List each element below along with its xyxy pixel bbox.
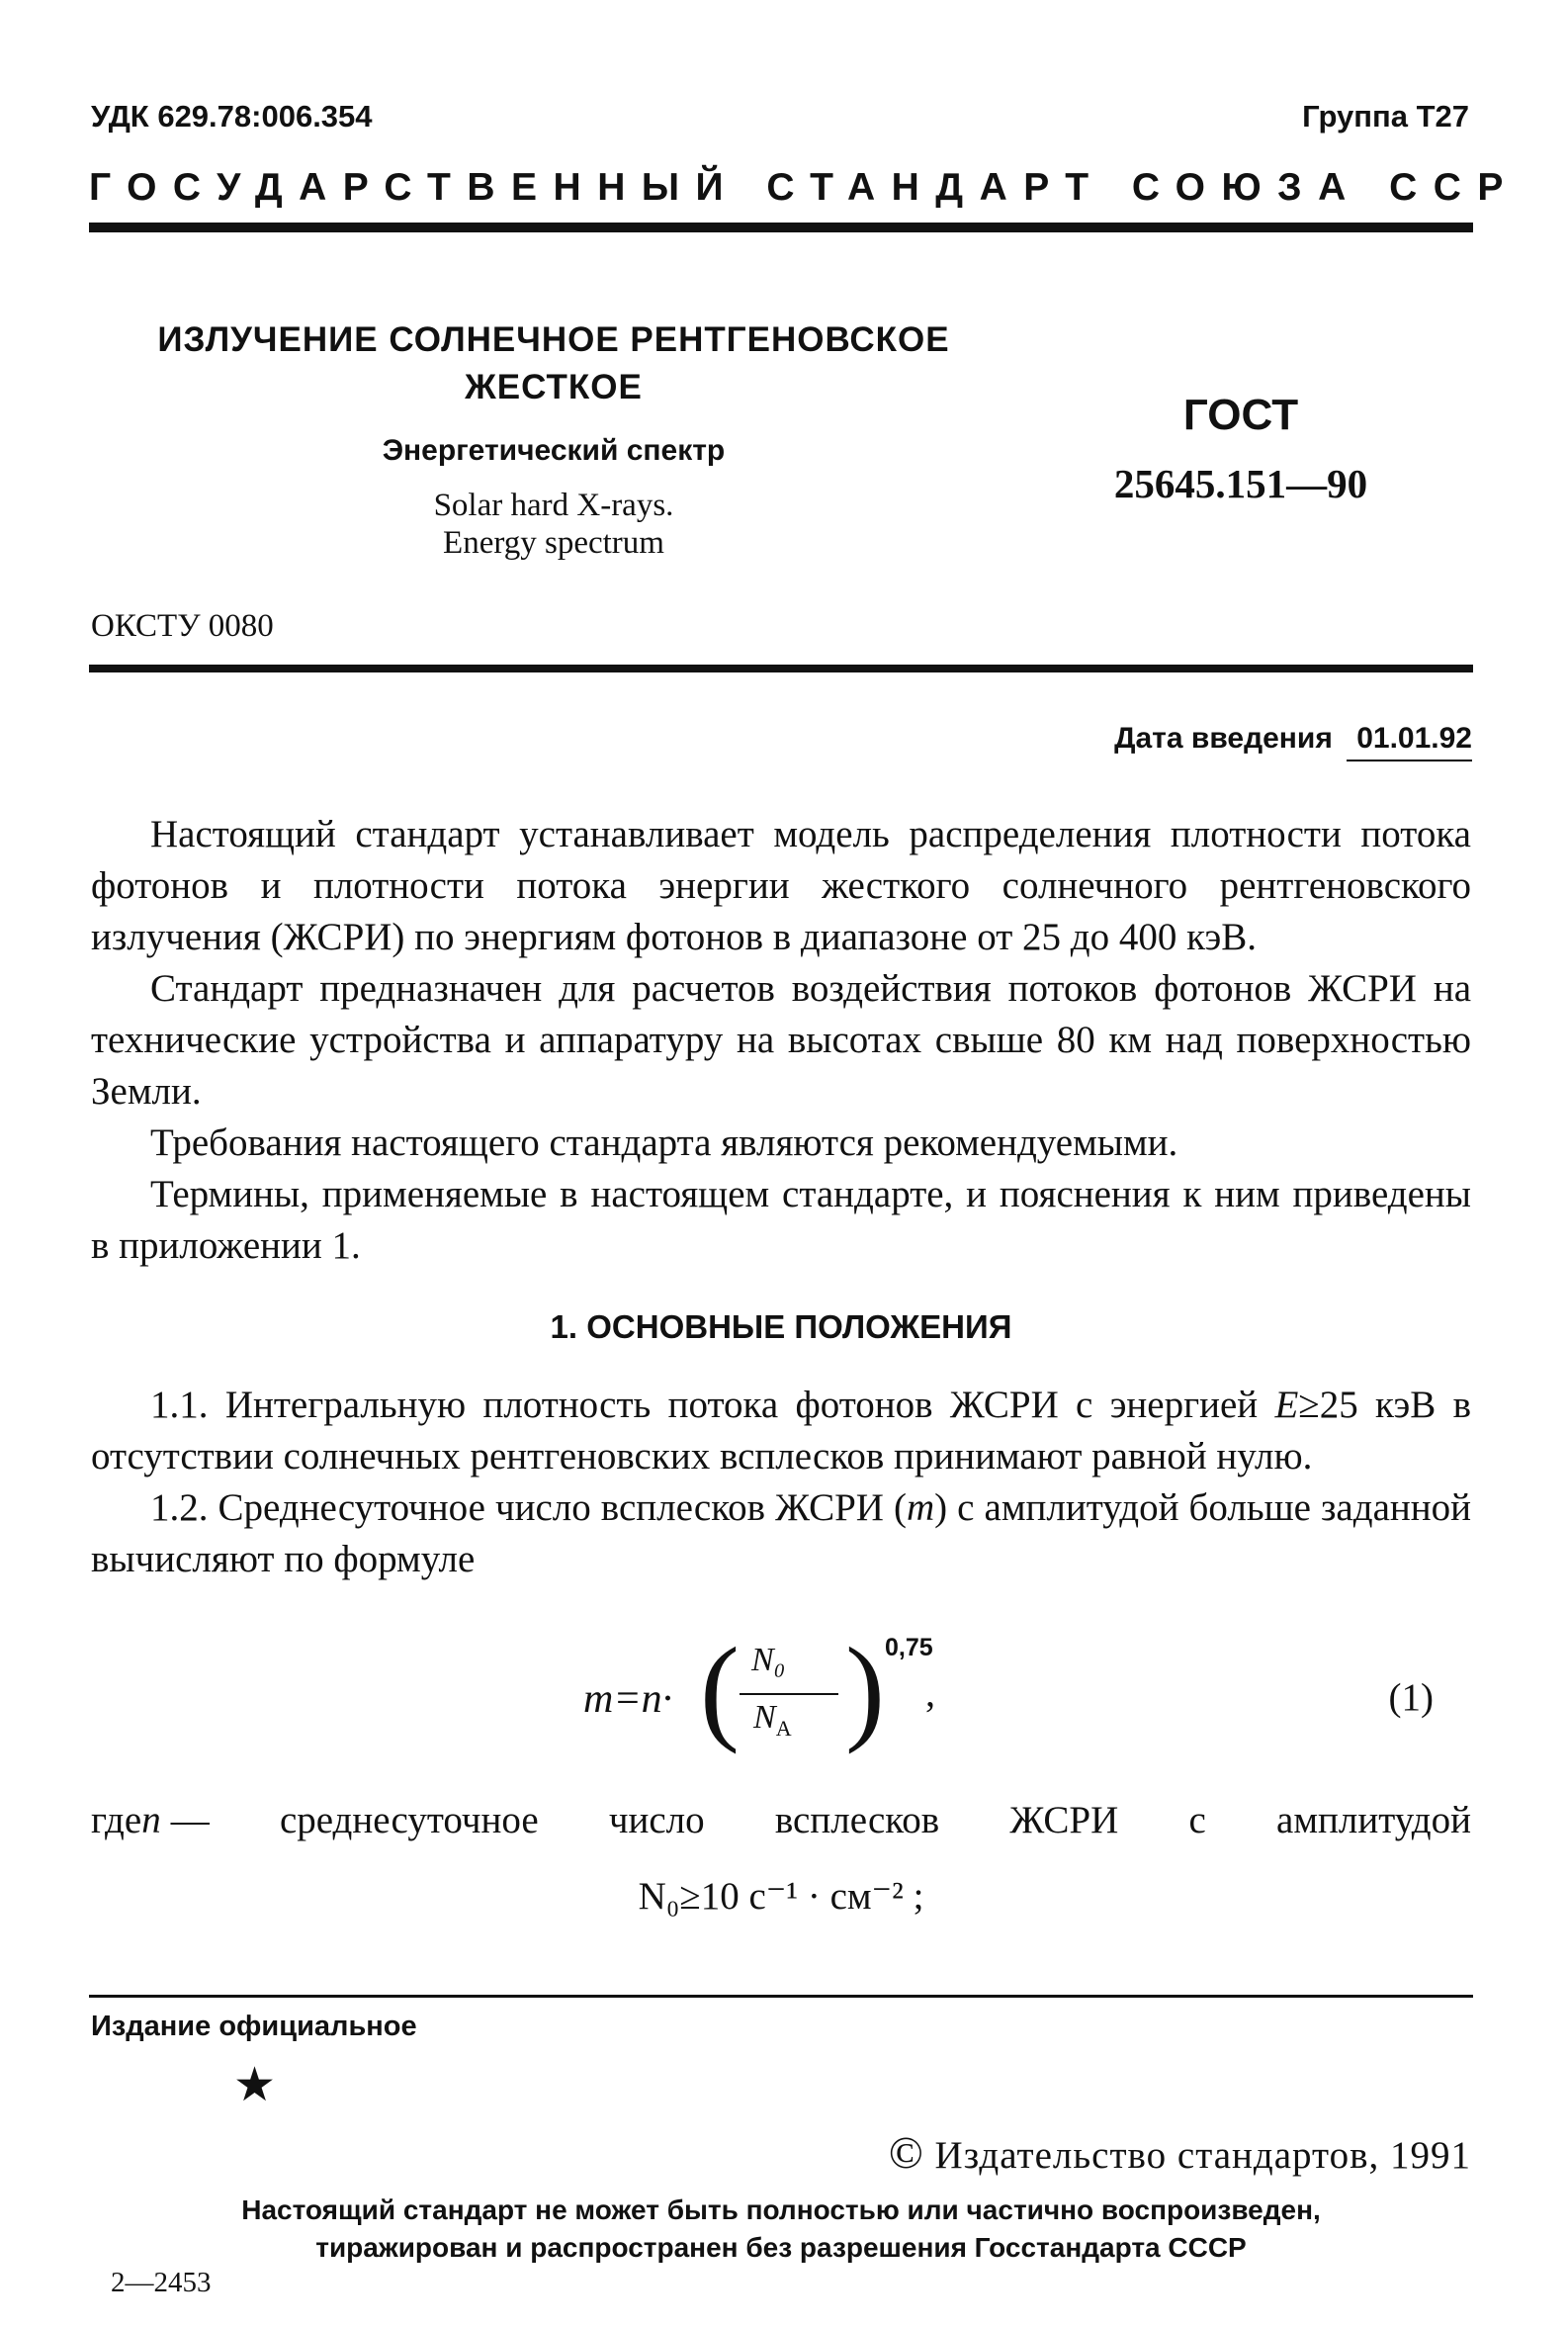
notice-line-1: Настоящий стандарт не может быть полностью или частично воспроизведен, [241,2194,1321,2225]
copyright-icon: © [888,2127,924,2178]
formula-lhs: m=n· [583,1676,673,1722]
clause-1-1: 1.1. Интегральную плотность потока фотонов ЖСРИ с энергией E≥25 кэВ в отсутствии солнечных рентгеновских всплесков принимают равной нулю. [91,1384,1471,1477]
header-rule [89,223,1473,232]
standard-banner: ГОСУДАРСТВЕННЫЙ СТАНДАРТ СОЮЗА ССР [89,166,1520,209]
var-e: E [1274,1384,1299,1426]
intro-paragraph-2: Стандарт предназначен для расчетов воздействия потоков фотонов ЖСРИ на технические устройства и аппаратуру на высотах свыше 80 км над поверхностью Земли. [91,967,1471,1113]
var-m: m [906,1486,935,1529]
intro-paragraph-3: Требования настоящего стандарта являются рекомендуемыми. [150,1121,1178,1164]
okstu-code: ОКСТУ 0080 [91,608,274,644]
group-code: Группа Т27 [1302,99,1469,134]
intro-section [91,809,1471,1272]
formula-numerator: N₀ [751,1642,786,1678]
english-title-line2: Energy spectrum [443,525,664,561]
footer-rule [89,1995,1473,1998]
formula-left-paren: ( [700,1623,740,1754]
var-n: n [141,1799,161,1841]
reproduction-notice [89,2192,1473,2267]
document-title-line1: ИЗЛУЧЕНИЕ СОЛНЕЧНОЕ РЕНТГЕНОВСКОЕ [157,320,950,359]
fraction-bar [740,1693,838,1695]
official-edition: Издание официальное [91,2011,417,2042]
publisher-text: Издательство стандартов, 1991 [934,2134,1471,2177]
intro-paragraph-4: Термины, применяемые в настоящем стандарте, и пояснения к ним приведены в приложении 1. [91,1173,1471,1267]
date-label: Дата введения [1114,722,1333,755]
formula-exponent: 0,75 [885,1634,933,1661]
notice-line-2: тиражирован и распространен без разрешения Госстандарта СССР [315,2232,1247,2263]
gost-label: ГОСТ [1182,391,1299,439]
date-value: 01.01.92 [1347,722,1472,761]
title-block [109,316,999,562]
clause-1-2: 1.2. Среднесуточное число всплесков ЖСРИ (m) с амплитудой больше заданной вычисляют по формуле [91,1486,1471,1580]
document-subtitle: Энергетический спектр [382,434,726,467]
formula-denominator: $N_A$ [753,1699,792,1741]
formula-comma: , [925,1670,935,1715]
formula-number: (1) [1388,1676,1434,1719]
document-title-line2: ЖЕСТКОЕ [465,368,643,406]
title-rule [89,665,1473,672]
print-code: 2—2453 [111,2267,212,2298]
udk-code: УДК 629.78:006.354 [91,99,373,134]
introduction-date [1114,722,1472,761]
formula-right-paren: ) [845,1623,885,1754]
where-clause [91,1798,1471,1842]
section1-body [91,1380,1471,1585]
where-text: — среднесуточное число всплесков ЖСРИ с амплитудой [170,1799,1471,1841]
copyright-line [889,2126,1471,2179]
section-heading: 1. ОСНОВНЫЕ ПОЛОЖЕНИЯ [550,1308,1012,1345]
amplitude-condition: N₀≥10 с⁻¹ · см⁻² ; [638,1875,924,1918]
intro-paragraph-1: Настоящий стандарт устанавливает модель распределения плотности потока фотонов и плотности потока энергии жесткого солнечного рентгеновского излучения (ЖСРИ) по энергиям фотонов в диапазоне от 25 до 400 кэВ. [91,813,1471,958]
where-prefix: где [91,1799,142,1841]
gost-number: 25645.151—90 [1113,461,1368,506]
star-icon: ★ [233,2059,277,2111]
english-title-line1: Solar hard X-rays. [433,488,674,523]
